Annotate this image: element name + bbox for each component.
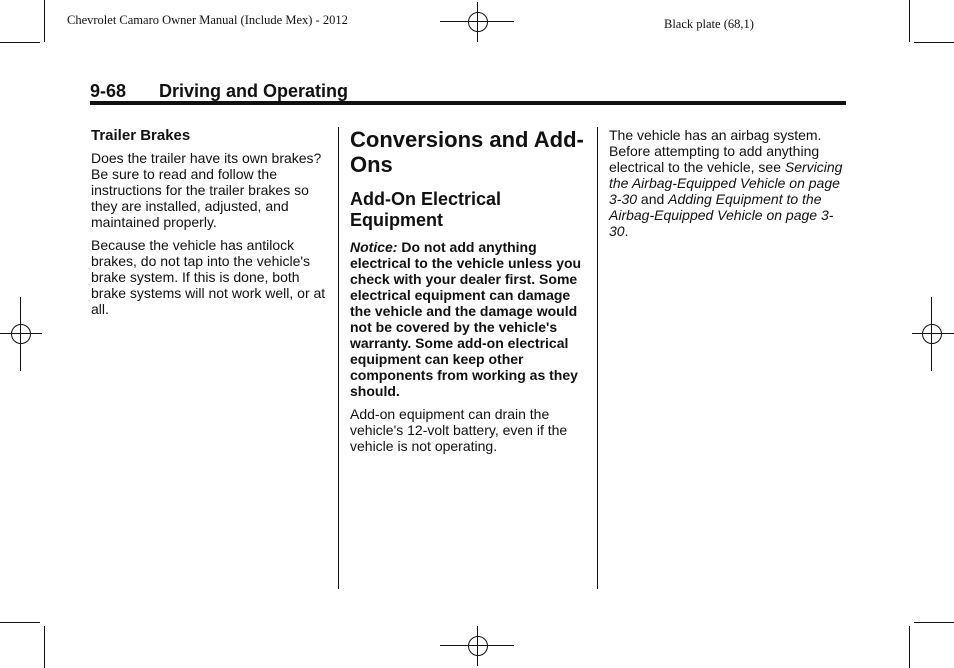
cross-reference-link[interactable]: Adding Equipment to the Airbag-Equipped Vehicle on page 3-30 (609, 191, 834, 239)
column-divider (338, 127, 339, 589)
registration-mark-left (0, 297, 42, 371)
column-1 (91, 128, 327, 324)
running-header-left: Chevrolet Camaro Owner Manual (Include Mex) - 2012 (67, 13, 348, 27)
conjunction-text: and (640, 191, 665, 207)
crop-mark (0, 622, 40, 623)
page-number: 9-68 (90, 81, 127, 101)
subsection-title: Add-On Electrical Equipment (350, 189, 502, 230)
header-rule (90, 101, 846, 105)
registration-mark-top (440, 2, 514, 42)
cross-reference-link[interactable]: Servicing the Airbag-Equipped Vehicle on page 3-30 (609, 159, 843, 207)
crop-mark (0, 42, 40, 43)
crop-mark (44, 626, 45, 668)
crop-mark (909, 0, 910, 42)
intro-text: The vehicle has an airbag system. Before attempting to add anything electrical to the vehicle, see (609, 127, 822, 175)
paragraph: Because the vehicle has antilock brakes, do not tap into the vehicle's brake system. If this is done, both brake systems will not work well, or at all. (91, 237, 326, 317)
crop-mark (914, 42, 954, 43)
crop-mark (914, 622, 954, 623)
section-title: Conversions and Add-Ons (350, 127, 584, 177)
subheading-trailer-brakes: Trailer Brakes (91, 127, 191, 144)
notice-text: Do not add anything electrical to the vehicle unless you check with your dealer first. Some electrical equipment can damage the vehicle and the damage would not be covered by the vehicle's warranty. Some add-on electrical equipment can keep other components from working as they should. (350, 239, 582, 399)
notice-paragraph (350, 239, 590, 399)
column-divider (597, 127, 598, 589)
period: . (624, 223, 629, 239)
paragraph (609, 127, 845, 239)
paragraph: Does the trailer have its own brakes? Be sure to read and follow the instructions for the trailer brakes so they are installed, adjusted, and maintained properly. (91, 150, 322, 230)
registration-mark-bottom (440, 626, 514, 666)
notice-label: Notice: (350, 239, 398, 255)
chapter-title: Driving and Operating (159, 81, 349, 101)
running-header-right: Black plate (68,1) (664, 17, 754, 31)
column-3 (609, 127, 845, 246)
paragraph: Add-on equipment can drain the vehicle's 12-volt battery, even if the vehicle is not operating. (350, 406, 568, 454)
crop-mark (44, 0, 45, 42)
crop-mark (909, 626, 910, 668)
column-2 (350, 127, 590, 461)
registration-mark-right (912, 297, 954, 371)
